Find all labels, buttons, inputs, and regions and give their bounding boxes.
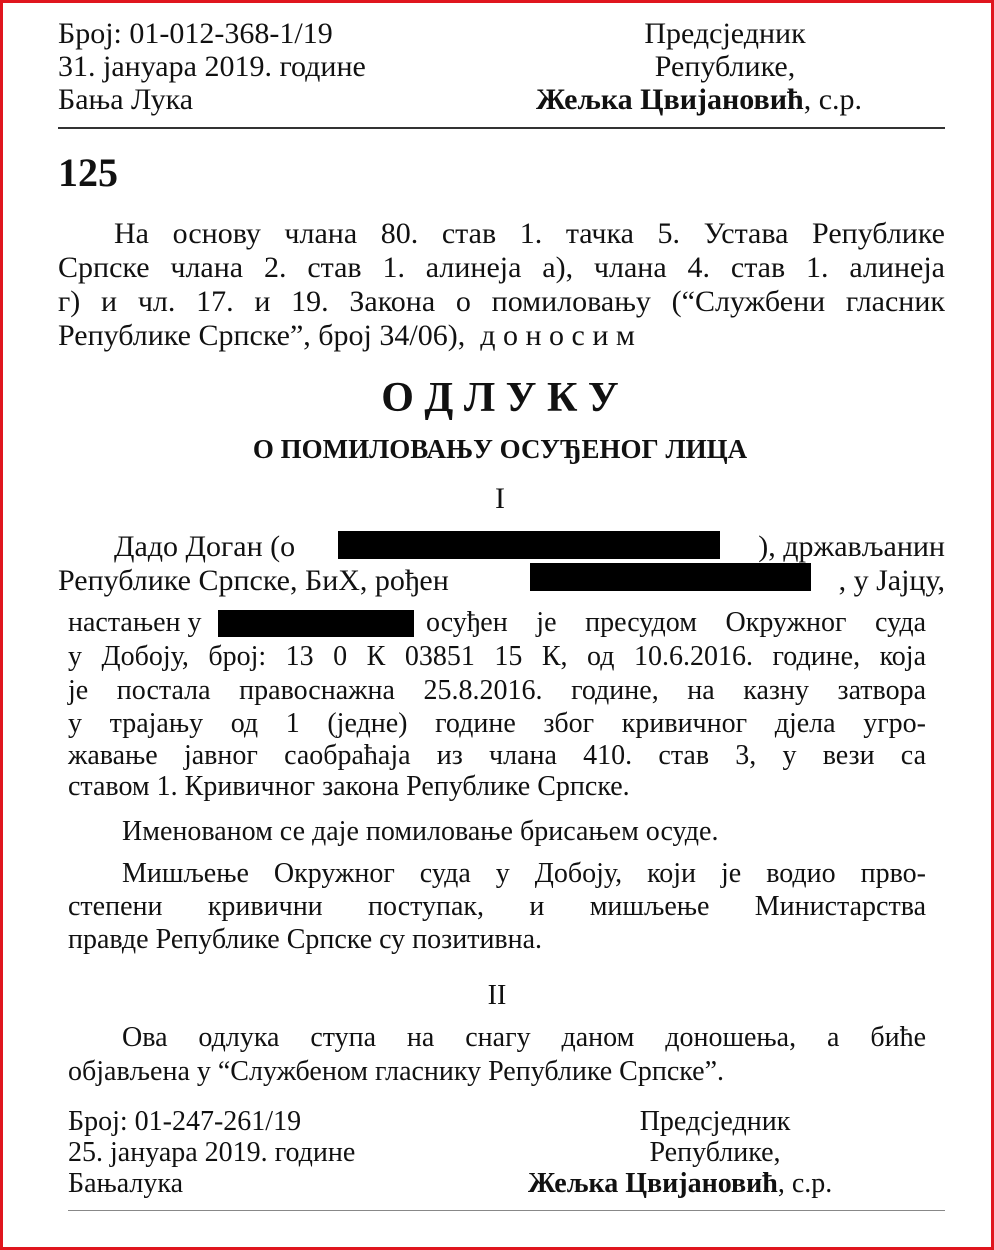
header-place: Бања Лука [58, 83, 194, 116]
preamble-line-4-text: Републике Српске”, број 34/06), [58, 319, 466, 352]
footer-president-title-1: Предсједник [639, 1106, 791, 1137]
header-divider [58, 127, 945, 129]
header-signature [536, 83, 862, 116]
header-president-name: Жељка Цвијановић [536, 83, 804, 116]
preamble-line-4 [58, 319, 635, 352]
opinion-line-2: степени кривични поступак, и мишљење Министарства [68, 891, 926, 922]
footer-president-name: Жељка Цвијановић [528, 1168, 778, 1199]
body-b-line-3: је постала правоснажна 25.8.2016. године, на казну затвора [68, 675, 926, 706]
body-b-line-1-end: осуђен је пресудом Окружног суда [426, 607, 926, 638]
redaction-bar [218, 610, 414, 637]
header-number: Број: 01-012-368-1/19 [58, 17, 333, 50]
body-b-line-6: ставом 1. Кривичног закона Републике Српске. [68, 771, 630, 802]
body-a-line-1-end: ), држављанин [758, 530, 945, 563]
footer-signature [528, 1167, 832, 1200]
footer-date: 25. јануара 2019. године [68, 1137, 356, 1168]
decision-title: О Д Л У К У [381, 375, 619, 421]
redaction-bar [530, 563, 811, 591]
footer-place: Бањалука [68, 1168, 184, 1199]
footer-president-suffix: , с.р. [777, 1168, 833, 1199]
preamble-line-3: г) и чл. 17. и 19. Закона о помиловању (“Службени гласник [58, 285, 945, 318]
body-b-line-2: у Добоју, број: 13 0 К 03851 15 К, од 10.6.2016. године, која [68, 641, 926, 672]
body-a-line-1-start: Дадо Доган (о [114, 530, 296, 563]
body-a-line-2-end: , у Јајцу, [838, 564, 945, 597]
opinion-line-3: правде Републике Српске су позитивна. [68, 924, 543, 955]
header-president-title-2: Републике, [654, 50, 796, 83]
effect-line-2: објављена у “Службеном гласнику Републике Српске”. [68, 1056, 725, 1087]
preamble-line-1: На основу члана 80. став 1. тачка 5. Устава Републике [114, 217, 945, 250]
item-number: 125 [58, 150, 118, 195]
effect-line-1: Ова одлука ступа на снагу даном доношења, а биће [122, 1022, 926, 1053]
preamble-line-2: Српске члана 2. став 1. алинеја а), члана 4. став 1. алинеја [58, 251, 945, 284]
section-1-label: I [495, 482, 505, 515]
header-president-title-1: Предсједник [644, 17, 806, 50]
body-a-line-2-start: Републике Српске, БиХ, рођен [58, 564, 449, 597]
footer-divider [68, 1210, 945, 1211]
preamble-verb: д о н о с и м [480, 319, 635, 352]
footer-president-title-2: Републике, [649, 1137, 781, 1168]
body-b-line-1-start: настањен у [68, 607, 202, 638]
decision-subtitle: О ПОМИЛОВАЊУ ОСУЂЕНОГ ЛИЦА [252, 434, 748, 464]
header-date: 31. јануара 2019. године [58, 50, 366, 83]
pardon-line: Именованом се даје помиловање брисањем осуде. [122, 816, 719, 847]
redaction-bar [338, 531, 720, 559]
footer-number: Број: 01-247-261/19 [68, 1106, 302, 1137]
opinion-line-1: Мишљење Окружног суда у Добоју, који је водио прво- [122, 858, 926, 889]
section-2-label: II [487, 980, 507, 1011]
header-president-suffix: , с.р. [803, 83, 863, 116]
body-b-line-5: жавање јавног саобраћаја из члана 410. став 3, у вези са [68, 740, 926, 771]
body-b-line-4: у трајању од 1 (једне) године због кривичног дјела угро- [68, 708, 926, 739]
